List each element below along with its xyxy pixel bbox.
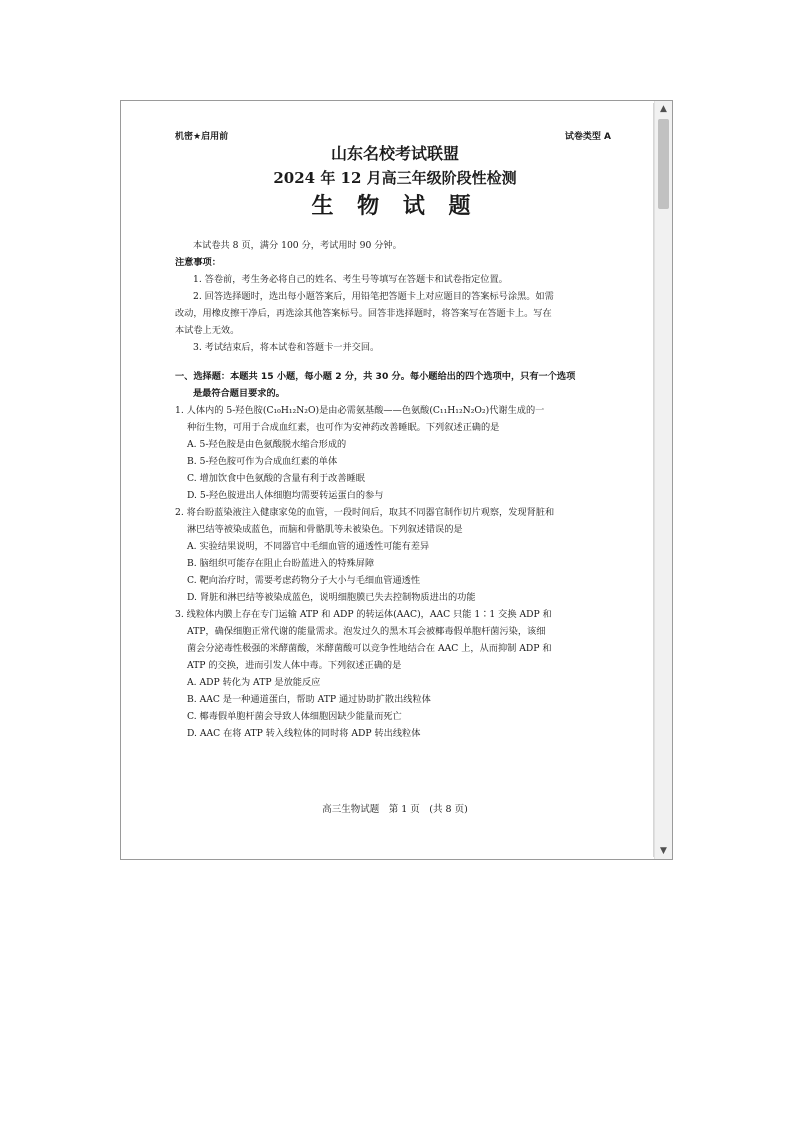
scroll-down-icon[interactable]: ▼ (660, 846, 667, 856)
notice-item-2-line-3: 本试卷上无效。 (175, 325, 240, 336)
notice-item-2-line-1: 2. 回答选择题时，选出每小题答案后，用铅笔把答题卡上对应题目的答案标号涂黑。如需 (193, 291, 554, 302)
confidential-mark: 机密★启用前 (175, 132, 229, 142)
question-2-option-c: C. 靶向治疗时，需要考虑药物分子大小与毛细血管通透性 (187, 575, 421, 586)
question-1-stem-line-2: 种衍生物，可用于合成血红素，也可作为安神药改善睡眠。下列叙述正确的是 (187, 422, 500, 433)
question-1-option-a: A. 5-羟色胺是由色氨酸脱水缩合形成的 (187, 439, 347, 450)
exam-title: 2024 年 12 月高三年级阶段性检测 (273, 169, 517, 187)
question-1-option-c: C. 增加饮食中色氨酸的含量有利于改善睡眠 (187, 473, 365, 484)
question-3-option-c: C. 椰毒假单胞杆菌会导致人体细胞因缺少能量而死亡 (187, 711, 402, 722)
question-3-stem-line-4: ATP 的交换，进而引发人体中毒。下列叙述正确的是 (187, 660, 402, 671)
question-3-stem-line-3: 菌会分泌毒性极强的米酵菌酸，米酵菌酸可以竞争性地结合在 AAC 上，从而抑制 ADP 和 (187, 643, 552, 654)
question-2-stem-line-2: 淋巴结等被染成蓝色，而脑和骨骼肌等未被染色。下列叙述错误的是 (187, 524, 463, 535)
question-1-option-b: B. 5-羟色胺可作为合成血红素的单体 (187, 456, 338, 467)
question-3-stem-line-2: ATP，确保细胞正常代谢的能量需求。泡发过久的黑木耳会被椰毒假单胞杆菌污染，该细 (187, 626, 546, 637)
scroll-up-icon[interactable]: ▲ (660, 104, 667, 114)
exam-body (175, 237, 615, 742)
document-viewer[interactable] (120, 100, 673, 860)
vertical-scrollbar[interactable] (654, 101, 672, 859)
league-title: 山东名校考试联盟 (330, 144, 459, 163)
question-1-stem-line-1: 1. 人体内的 5-羟色胺(C₁₀H₁₂N₂O)是由必需氨基酸——色氨酸(C₁₁H₁₂N₂O₂)代谢生成的一 (175, 405, 545, 416)
notice-heading: 注意事项： (175, 257, 221, 268)
scroll-thumb[interactable] (658, 119, 669, 209)
question-3-stem-line-1: 3. 线粒体内膜上存在专门运输 ATP 和 ADP 的转运体(AAC)，AAC 只能 1∶1 交换 ADP 和 (175, 609, 552, 620)
intro-text: 本试卷共 8 页，满分 100 分，考试用时 90 分钟。 (193, 240, 402, 251)
question-2-option-b: B. 脑组织可能存在阻止台盼蓝进入的特殊屏障 (187, 558, 375, 569)
page-footer: 高三生物试题 第 1 页 (共 8 页) (322, 804, 468, 815)
question-2-option-a: A. 实验结果说明，不同器官中毛细血管的通透性可能有差异 (187, 541, 430, 552)
notice-item-3: 3. 考试结束后，将本试卷和答题卡一并交回。 (193, 342, 380, 353)
notice-item-1: 1. 答卷前，考生务必将自己的姓名、考生号等填写在答题卡和试卷指定位置。 (193, 274, 508, 285)
notice-item-2-line-2: 改动，用橡皮擦干净后，再选涂其他答案标号。回答非选择题时，将答案写在答题卡上。写在 (175, 308, 552, 319)
section-1-heading-line-1: 一、选择题：本题共 15 小题，每小题 2 分，共 30 分。每小题给出的四个选项中，只有一个选项 (175, 371, 576, 382)
question-3-option-d: D. AAC 在将 ATP 转入线粒体的同时将 ADP 转出线粒体 (187, 728, 421, 739)
question-2-option-d: D. 肾脏和淋巴结等被染成蓝色，说明细胞膜已失去控制物质进出的功能 (187, 592, 476, 603)
paper-type-label: 试卷类型 A (564, 132, 611, 142)
spacer (175, 356, 615, 368)
page-canvas (123, 103, 654, 857)
question-3-option-b: B. AAC 是一种通道蛋白，帮助 ATP 通过协助扩散出线粒体 (187, 694, 431, 705)
section-1-heading-line-2: 是最符合题目要求的。 (193, 388, 285, 399)
question-3-option-a: A. ADP 转化为 ATP 是放能反应 (187, 677, 321, 688)
subject-title: 生 物 试 题 (311, 193, 479, 219)
question-2-stem-line-1: 2. 将台盼蓝染液注入健康家兔的血管，一段时间后，取其不同器官制作切片观察，发现肾脏和 (175, 507, 555, 518)
question-1-option-d: D. 5-羟色胺进出人体细胞均需要转运蛋白的参与 (187, 490, 384, 501)
